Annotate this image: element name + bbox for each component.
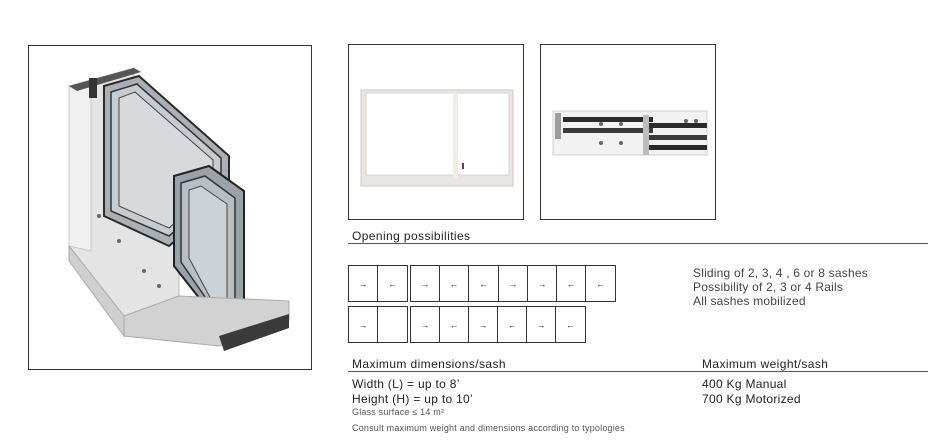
sash-right-arrow: → [411, 307, 440, 342]
description-line: All sashes mobilized [693, 294, 806, 308]
sash-left-arrow: ← [557, 266, 586, 301]
consult-note: Consult maximum weight and dimensions according to typologies [352, 423, 625, 433]
sash-left-arrow: ← [596, 278, 605, 289]
sliding-door-profile-illustration [29, 46, 311, 369]
section-thumbnail [540, 44, 716, 220]
description-line: Sliding of 2, 3, 4 , 6 or 8 sashes [693, 266, 868, 280]
sash-left-arrow: ← [440, 307, 469, 342]
elevation-thumbnail [348, 44, 524, 220]
sash-left-arrow: ← [566, 319, 575, 330]
max-dimensions-heading: Maximum dimensions/sash [352, 357, 506, 371]
sash-left-arrow: ← [440, 266, 469, 301]
opening-divider [348, 243, 928, 244]
combo-2-sash-fixed [348, 306, 408, 343]
product-photo [28, 45, 312, 370]
sash-left-arrow: ← [479, 278, 488, 289]
sash-right-arrow: → [349, 266, 378, 301]
combo-4-sash [498, 265, 616, 302]
height-value: Height (H) = up to 10’ [352, 392, 473, 406]
max-weight-heading: Maximum weight/sash [702, 357, 829, 371]
sash-right-arrow: → [349, 307, 378, 342]
dimensions-divider [348, 371, 928, 372]
sash-right-arrow: → [411, 266, 440, 301]
weight-motorized: 700 Kg Motorized [702, 392, 801, 406]
sash-right-arrow: → [527, 307, 556, 342]
section-drawing [541, 45, 715, 219]
glass-surface-note: Glass surface ≤ 14 m² [352, 407, 445, 417]
combo-3-sash [410, 265, 499, 302]
combo-2-sash [348, 265, 408, 302]
sash-fixed [378, 307, 407, 342]
combo-6-sash [410, 306, 586, 343]
sash-right-arrow: → [528, 266, 557, 301]
sash-right-arrow: → [499, 266, 528, 301]
sash-left-arrow: ← [498, 307, 527, 342]
width-value: Width (L) = up to 8’ [352, 377, 460, 391]
weight-manual: 400 Kg Manual [702, 377, 787, 391]
elevation-drawing [349, 45, 523, 219]
sash-left-arrow: ← [388, 278, 397, 289]
sash-right-arrow: → [469, 307, 498, 342]
opening-possibilities-heading: Opening possibilities [352, 229, 471, 243]
description-line: Possibility of 2, 3 or 4 Rails [693, 280, 844, 294]
opening-description [693, 266, 868, 308]
